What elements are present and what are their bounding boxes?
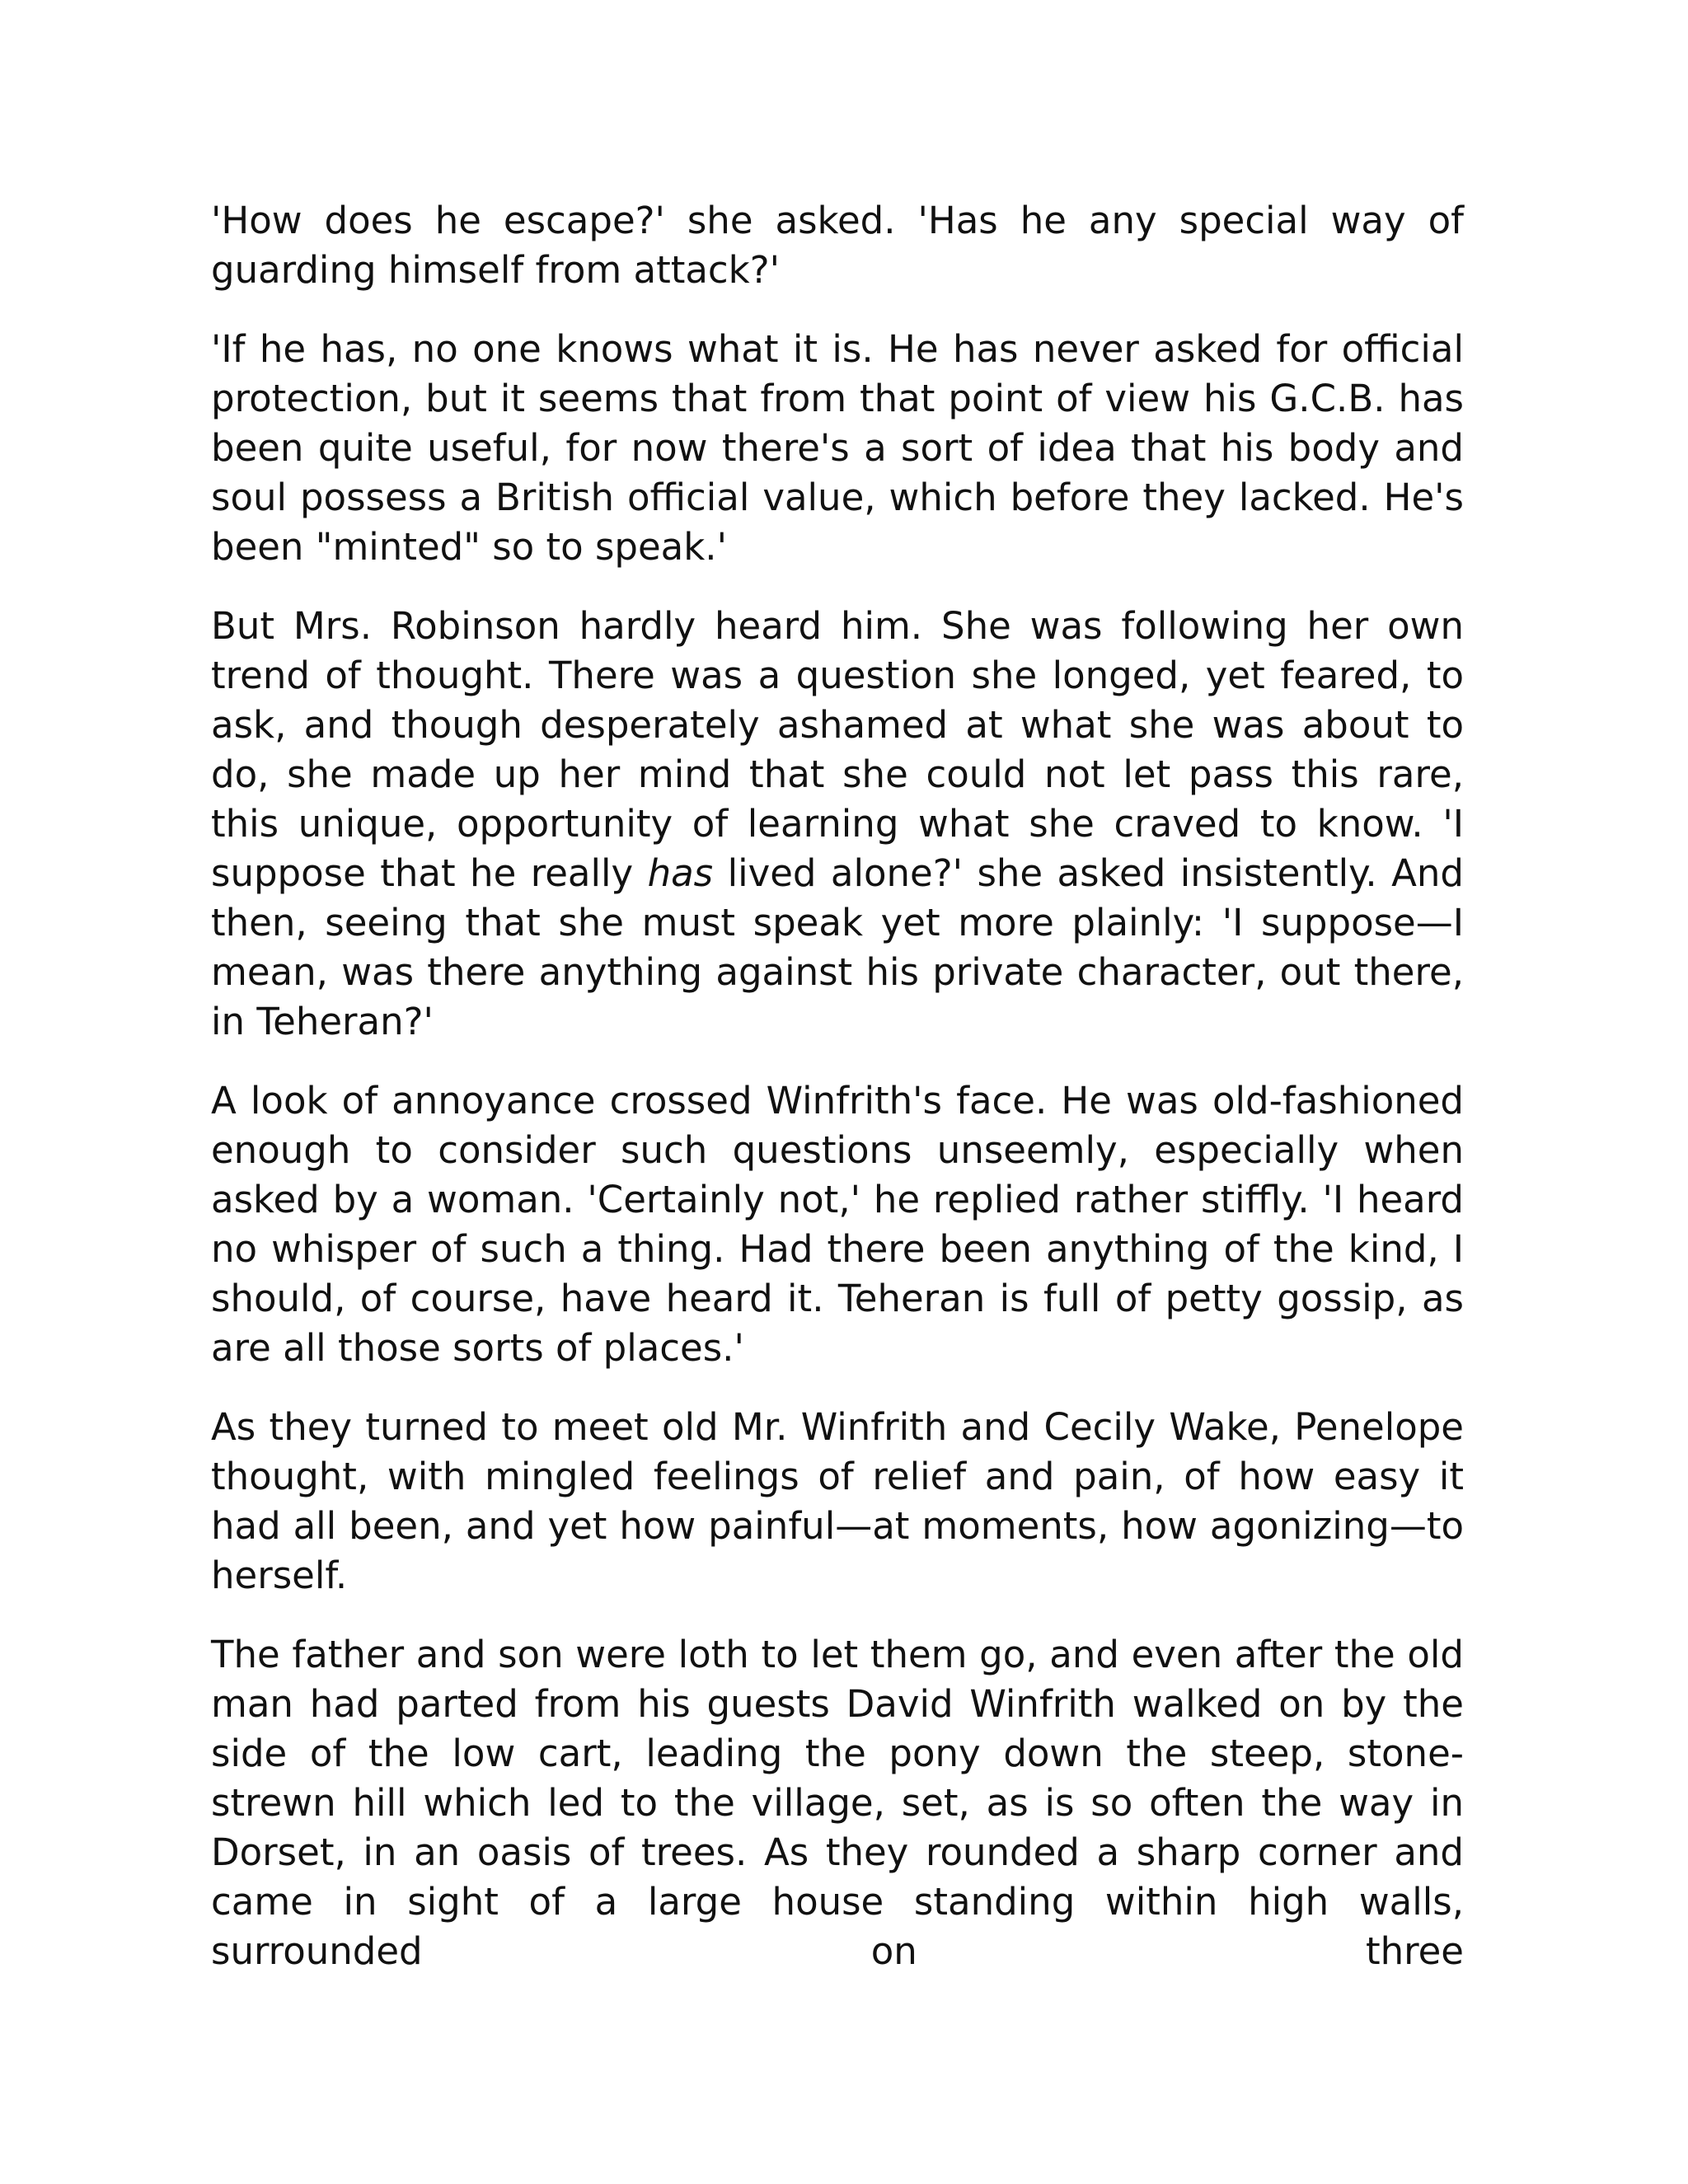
paragraph-3-text-before: But Mrs. Robinson hardly heard him. She was following her own trend of thought. There was a question she longed, yet feared, to ask, and though desperately ashamed at what she was about to do, she made up her mind that she could not let pass this rare, this unique, opportunity of learning what she craved to know. 'I suppose that he really [211,604,1464,895]
paragraph-1: 'How does he escape?' she asked. 'Has he any special way of guarding himself from attack?' [211,199,1464,292]
paragraph-3-emphasis: has [647,851,714,895]
paragraph-3 [211,602,1464,1047]
paragraph-4: A look of annoyance crossed Winfrith's face. He was old-fashioned enough to consider such questions unseemly, especially when asked by a woman. 'Certainly not,' he replied rather stiffly. 'I heard no whisper of such a thing. Had there been anything of the kind, I should, of course, have heard it. Teheran is full of petty gossip, as are all those sorts of places.' [211,1079,1464,1370]
paragraph-6: The father and son were loth to let them go, and even after the old man had parted from his guests David Winfrith walked on by the side of the low cart, leading the pony down the steep, stone-strewn hill which led to the village, set, as is so often the way in Dorset, in an oasis of trees. As they rounded a sharp corner and came in sight of a large house standing within high walls, surrounded on three [211,1633,1464,1973]
body-text [211,196,1464,2006]
paragraph-3-text-after: lived alone?' she asked insistently. And then, seeing that she must speak yet more plainly: 'I suppose—I mean, was there anything against his private character, out there, in Teheran?' [211,851,1464,1043]
paragraph-2: 'If he has, no one knows what it is. He has never asked for official protection, but it seems that from that point of view his G.C.B. has been quite useful, for now there's a sort of idea that his body and soul possess a British official value, which before they lacked. He's been "minted" so to speak.' [211,327,1464,569]
paragraph-5: As they turned to meet old Mr. Winfrith and Cecily Wake, Penelope thought, with mingled feelings of relief and pain, of how easy it had all been, and yet how painful—at moments, how agonizing—to herself. [211,1405,1464,1597]
